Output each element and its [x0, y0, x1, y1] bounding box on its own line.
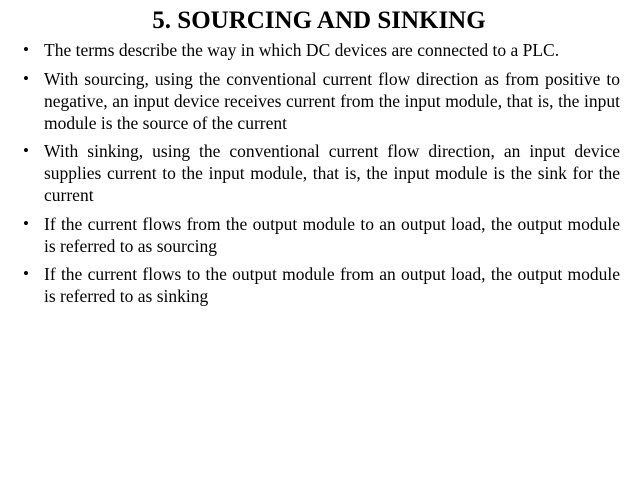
bullet-item — [22, 140, 620, 206]
bullet-dot-icon: • — [23, 68, 29, 88]
bullet-dot-icon: • — [23, 40, 29, 59]
bullet-item — [22, 68, 620, 134]
bullet-text: The terms describe the way in which DC devices are connected to a PLC. — [44, 40, 560, 60]
bullet-list — [22, 39, 620, 314]
bullet-dot-icon: • — [23, 264, 29, 283]
bullet-item — [22, 263, 620, 307]
bullet-item — [22, 213, 620, 257]
bullet-text: If the current flows to the output module from an output load, the output module is referred to as sinking — [44, 264, 620, 306]
bullet-item — [22, 39, 620, 61]
bullet-text: With sinking, using the conventional current flow direction, an input device supplies current to the input module, that is, the input module is the sink for the current — [44, 141, 620, 205]
bullet-dot-icon: • — [23, 213, 29, 233]
slide-title: 5. SOURCING AND SINKING — [152, 7, 486, 34]
bullet-text: If the current flows from the output module to an output load, the output module is referred to as sourcing — [44, 213, 620, 256]
bullet-dot-icon: • — [23, 141, 29, 160]
bullet-text: With sourcing, using the conventional current flow direction as from positive to negative, an input device receives current from the input module, that is, the input module is the source of the current — [44, 68, 620, 133]
